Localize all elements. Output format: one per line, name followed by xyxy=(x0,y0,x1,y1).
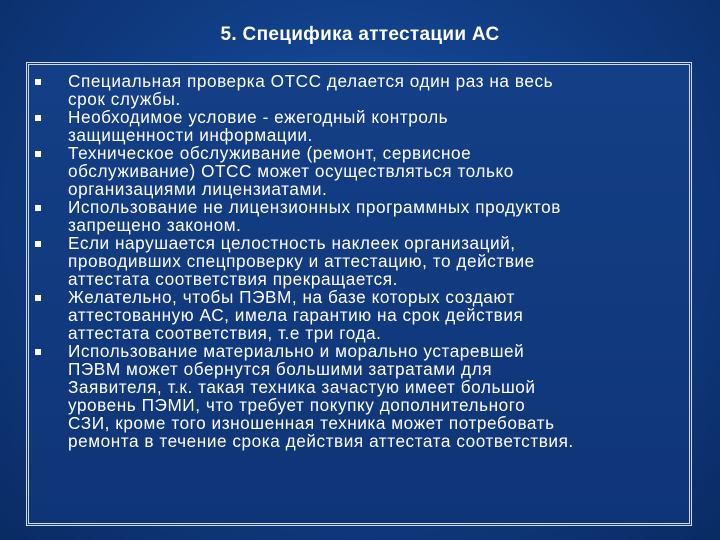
bullet-text: Необходимое условие - ежегодный контроль защищенности информации. xyxy=(68,107,449,145)
square-bullet-icon xyxy=(35,79,41,85)
slide-title: 5. Специфика аттестации АС xyxy=(220,24,500,45)
bullet-item xyxy=(29,144,689,198)
square-bullet-icon xyxy=(35,151,41,157)
square-bullet-icon xyxy=(35,115,41,121)
bullet-item xyxy=(29,72,689,108)
bullet-item xyxy=(29,108,689,144)
bullet-list xyxy=(29,72,689,450)
square-bullet-icon xyxy=(35,295,41,301)
content-frame xyxy=(26,62,692,526)
bullet-item xyxy=(29,198,689,234)
bullet-text: Техническое обслуживание (ремонт, сервисное обслуживание) ОТСС может осуществляться только организациями лицензиатами. xyxy=(68,143,514,199)
square-bullet-icon xyxy=(35,241,41,247)
bullet-item xyxy=(29,342,689,450)
bullet-text: Специальная проверка ОТСС делается один раз на весь срок службы. xyxy=(68,71,554,109)
bullet-text: Желательно, чтобы ПЭВМ, на базе которых создают аттестованную АС, имела гарантию на срок действия аттестата соответствия, т.е три года. xyxy=(68,287,524,343)
square-bullet-icon xyxy=(35,349,41,355)
bullet-item xyxy=(29,288,689,342)
bullet-text: Использование материально и морально устаревшей ПЭВМ может обернутся большими затратами для Заявителя, т.к. такая техника зачастую имеет большой уровень ПЭМИ, что требует покупку дополнительного СЗИ, кроме того изношенная техника может потребовать ремонта в течение срока действия аттестата соответствия. xyxy=(68,341,574,451)
square-bullet-icon xyxy=(35,205,41,211)
bullet-text: Если нарушается целостность наклеек организаций, проводивших спецпроверку и аттестацию, то действие аттестата соответствия прекращается. xyxy=(68,233,535,289)
bullet-item xyxy=(29,234,689,288)
bullet-text: Использование не лицензионных программных продуктов запрещено законом. xyxy=(68,197,561,235)
